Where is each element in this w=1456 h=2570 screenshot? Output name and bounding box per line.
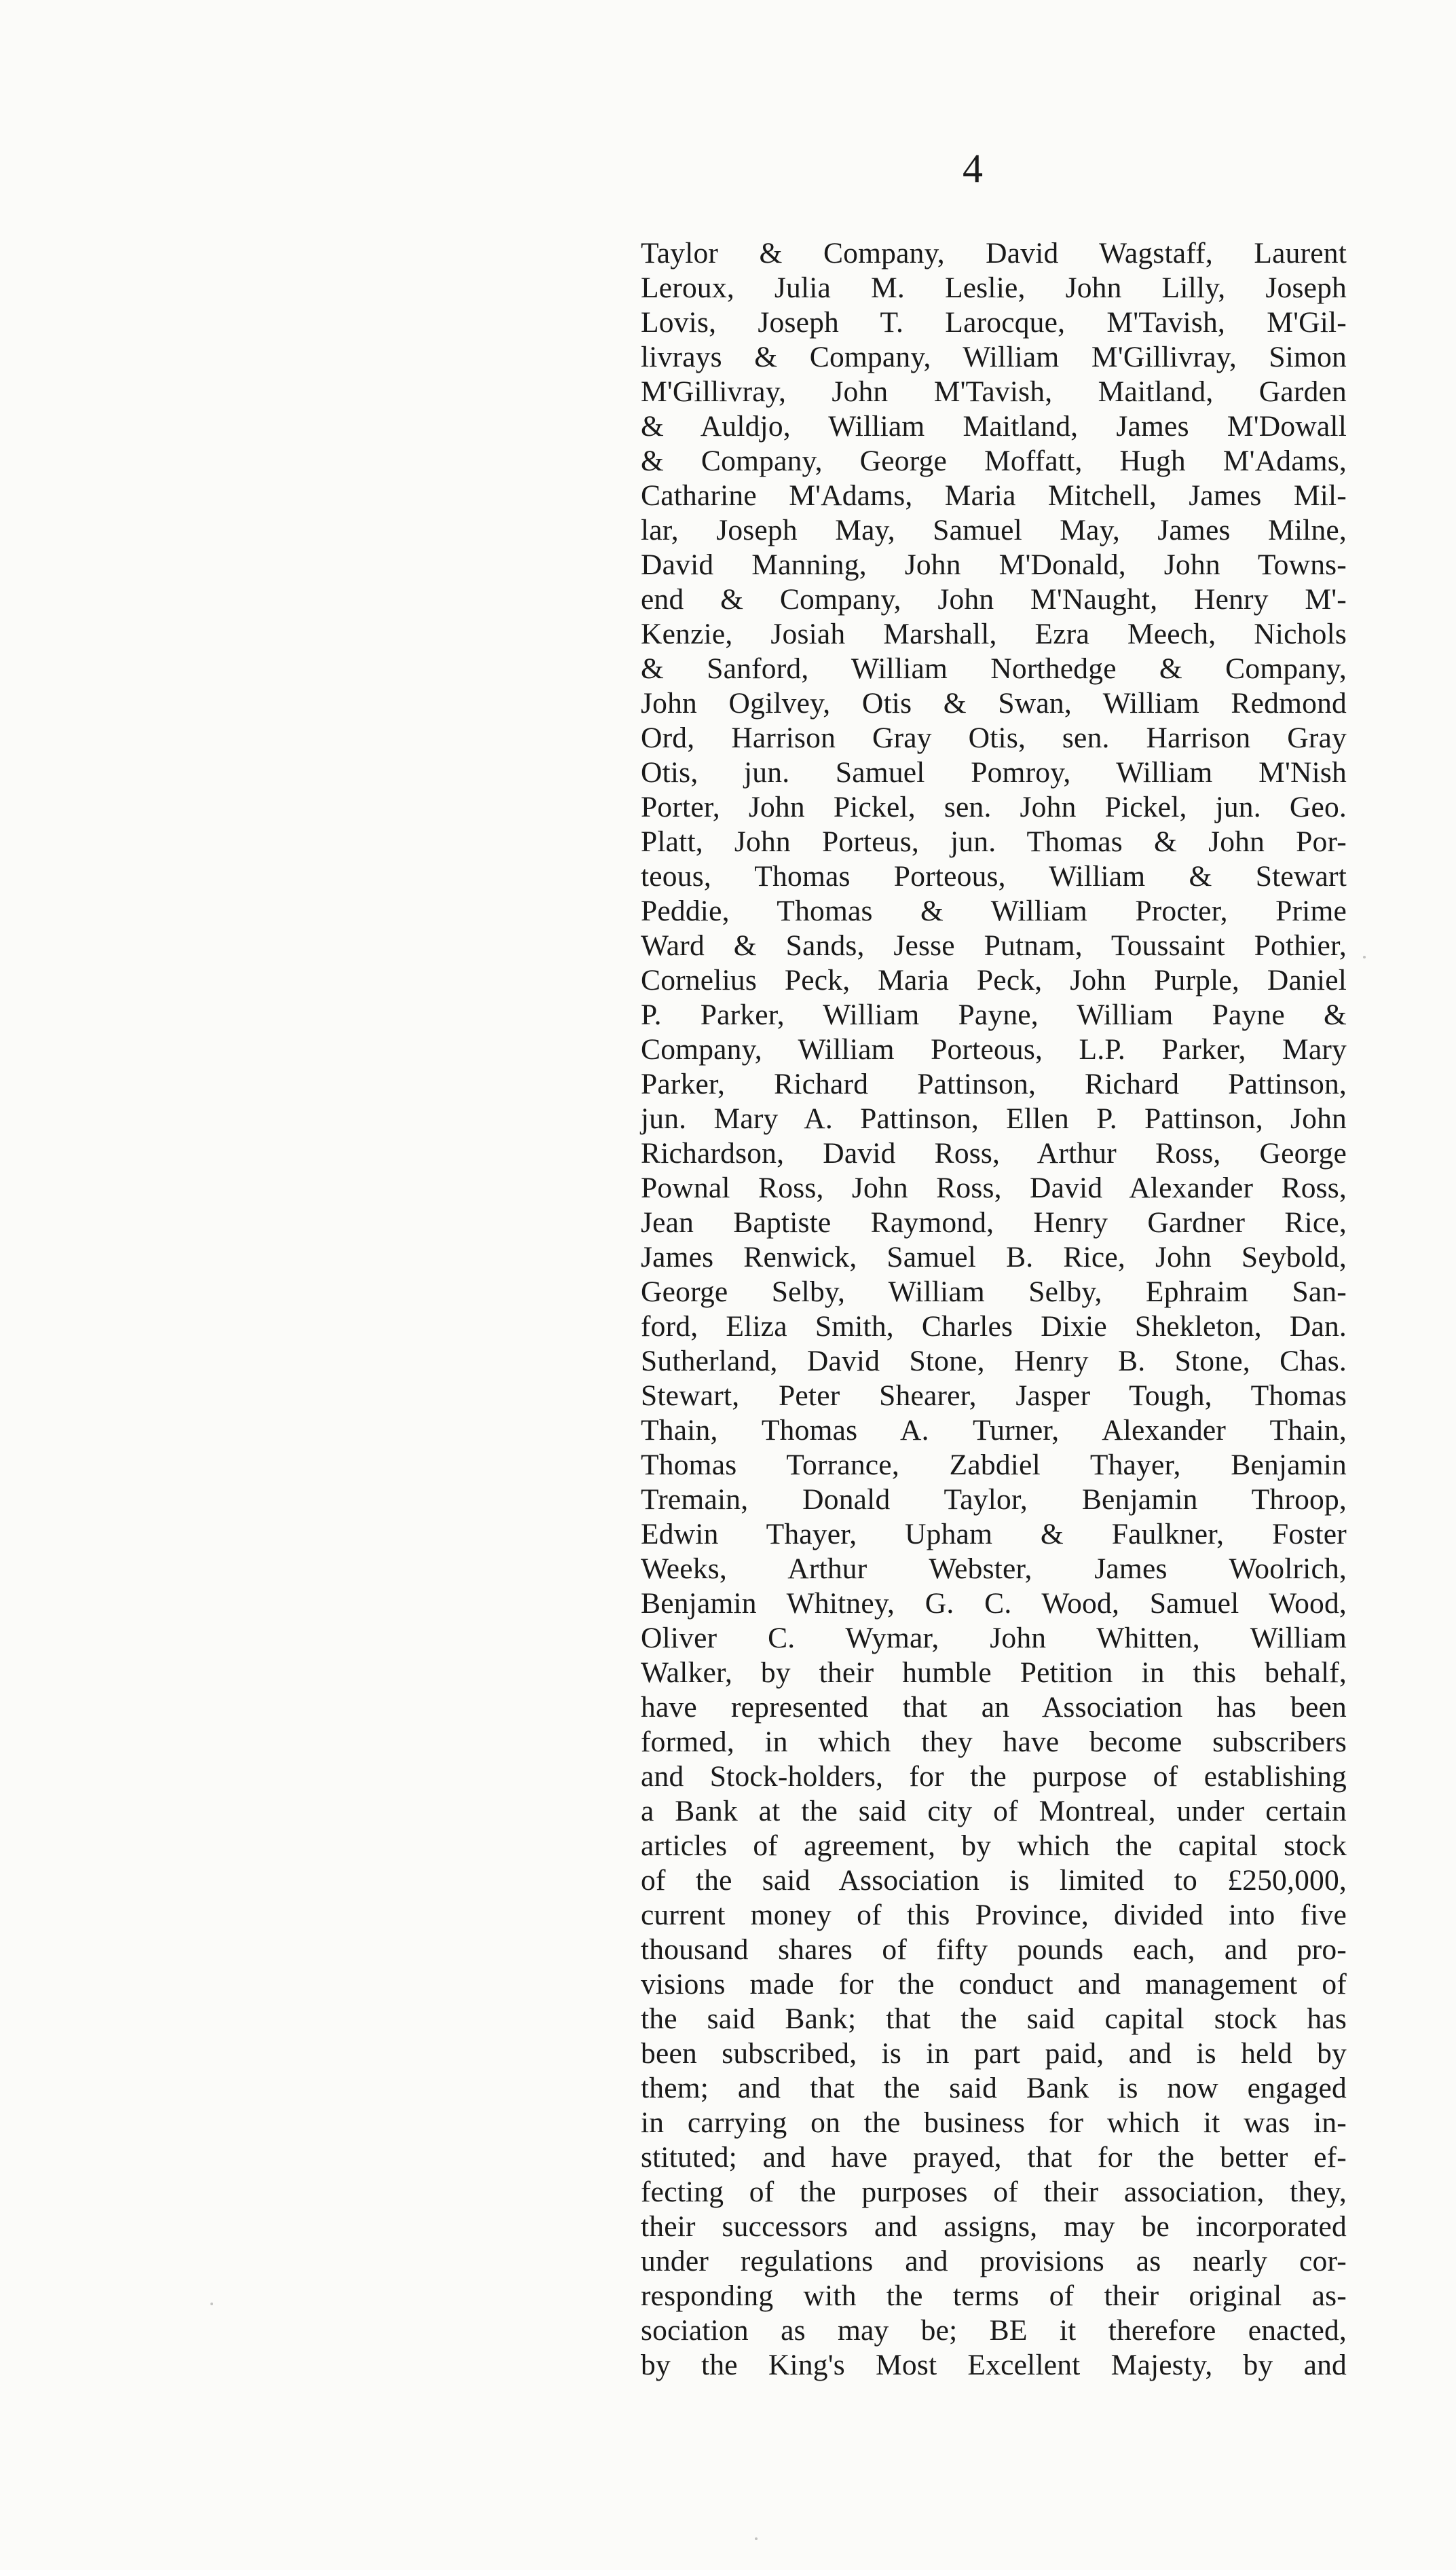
text-line: Weeks, Arthur Webster, James Woolrich, (641, 1552, 1347, 1585)
text-line: Taylor & Company, David Wagstaff, Laurent (641, 237, 1347, 269)
text-line: Thomas Torrance, Zabdiel Thayer, Benjamin (641, 1449, 1347, 1481)
text-line: Richardson, David Ross, Arthur Ross, George (641, 1137, 1347, 1170)
text-line: Tremain, Donald Taylor, Benjamin Throop, (641, 1483, 1347, 1516)
text-line: responding with the terms of their original as- (641, 2279, 1347, 2312)
text-line: end & Company, John M'Naught, Henry M'- (641, 583, 1347, 616)
text-line: Parker, Richard Pattinson, Richard Pattinson, (641, 1068, 1347, 1100)
text-line: articles of agreement, by which the capital stock (641, 1829, 1347, 1862)
text-line: lar, Joseph May, Samuel May, James Milne, (641, 514, 1347, 546)
text-line: their successors and assigns, may be incorporated (641, 2210, 1347, 2243)
text-line: Stewart, Peter Shearer, Jasper Tough, Thomas (641, 1379, 1347, 1412)
text-line: Pownal Ross, John Ross, David Alexander Ross, (641, 1172, 1347, 1204)
text-line: been subscribed, is in part paid, and is held by (641, 2037, 1347, 2070)
text-line: under regulations and provisions as nearly cor- (641, 2245, 1347, 2277)
scan-speck (1363, 956, 1366, 958)
text-line: Sutherland, David Stone, Henry B. Stone, Chas. (641, 1345, 1347, 1377)
text-line: Leroux, Julia M. Leslie, John Lilly, Joseph (641, 272, 1347, 304)
text-line: Cornelius Peck, Maria Peck, John Purple, Daniel (641, 964, 1347, 997)
text-line: Lovis, Joseph T. Larocque, M'Tavish, M'Gil- (641, 306, 1347, 339)
text-line: formed, in which they have become subscribers (641, 1726, 1347, 1758)
text-line: & Company, George Moffatt, Hugh M'Adams, (641, 445, 1347, 477)
text-line: stituted; and have prayed, that for the better ef- (641, 2141, 1347, 2174)
text-line: P. Parker, William Payne, William Payne & (641, 999, 1347, 1031)
page-number: 4 (963, 146, 983, 191)
text-line: fecting of the purposes of their association, they, (641, 2176, 1347, 2208)
text-line: have represented that an Association has been (641, 1691, 1347, 1724)
text-line: George Selby, William Selby, Ephraim San- (641, 1275, 1347, 1308)
text-line: them; and that the said Bank is now engaged (641, 2072, 1347, 2104)
text-line: and Stock-holders, for the purpose of establishing (641, 1760, 1347, 1793)
text-line: jun. Mary A. Pattinson, Ellen P. Pattinson, John (641, 1102, 1347, 1135)
text-line: Edwin Thayer, Upham & Faulkner, Foster (641, 1518, 1347, 1550)
text-line: Otis, jun. Samuel Pomroy, William M'Nish (641, 756, 1347, 789)
text-line: current money of this Province, divided into five (641, 1899, 1347, 1931)
text-line: Ward & Sands, Jesse Putnam, Toussaint Pothier, (641, 929, 1347, 962)
text-line: Platt, John Porteus, jun. Thomas & John Por- (641, 825, 1347, 858)
text-line: Porter, John Pickel, sen. John Pickel, jun. Geo. (641, 791, 1347, 823)
text-line: Peddie, Thomas & William Procter, Prime (641, 895, 1347, 927)
text-line: thousand shares of fifty pounds each, and pro- (641, 1933, 1347, 1966)
scan-speck (210, 2303, 213, 2305)
text-line: by the King's Most Excellent Majesty, by and (641, 2349, 1347, 2381)
text-line: visions made for the conduct and management of (641, 1968, 1347, 2000)
text-line: Jean Baptiste Raymond, Henry Gardner Rice, (641, 1206, 1347, 1239)
text-line: Oliver C. Wymar, John Whitten, William (641, 1622, 1347, 1654)
text-line: of the said Association is limited to £250,000, (641, 1864, 1347, 1897)
text-line: Ord, Harrison Gray Otis, sen. Harrison Gray (641, 722, 1347, 754)
text-line: teous, Thomas Porteous, William & Stewart (641, 860, 1347, 893)
text-line: Thain, Thomas A. Turner, Alexander Thain, (641, 1414, 1347, 1447)
text-line: in carrying on the business for which it was in- (641, 2106, 1347, 2139)
text-line: ford, Eliza Smith, Charles Dixie Shekleton, Dan. (641, 1310, 1347, 1343)
text-line: livrays & Company, William M'Gillivray, Simon (641, 341, 1347, 373)
text-line: David Manning, John M'Donald, John Towns- (641, 548, 1347, 581)
text-line: Catharine M'Adams, Maria Mitchell, James Mil- (641, 479, 1347, 512)
text-line: a Bank at the said city of Montreal, under certain (641, 1795, 1347, 1827)
text-line: Walker, by their humble Petition in this behalf, (641, 1656, 1347, 1689)
text-line: M'Gillivray, John M'Tavish, Maitland, Garden (641, 375, 1347, 408)
body-text (641, 236, 1347, 2383)
scan-speck (755, 2537, 758, 2540)
text-line: sociation as may be; BE it therefore enacted, (641, 2314, 1347, 2347)
text-line: John Ogilvey, Otis & Swan, William Redmond (641, 687, 1347, 720)
text-line: & Sanford, William Northedge & Company, (641, 652, 1347, 685)
text-line: Benjamin Whitney, G. C. Wood, Samuel Wood, (641, 1587, 1347, 1620)
text-line: Kenzie, Josiah Marshall, Ezra Meech, Nichols (641, 618, 1347, 650)
text-line: the said Bank; that the said capital stock has (641, 2003, 1347, 2035)
text-line: Company, William Porteous, L.P. Parker, Mary (641, 1033, 1347, 1066)
text-line: James Renwick, Samuel B. Rice, John Seybold, (641, 1241, 1347, 1273)
text-line: & Auldjo, William Maitland, James M'Dowall (641, 410, 1347, 443)
